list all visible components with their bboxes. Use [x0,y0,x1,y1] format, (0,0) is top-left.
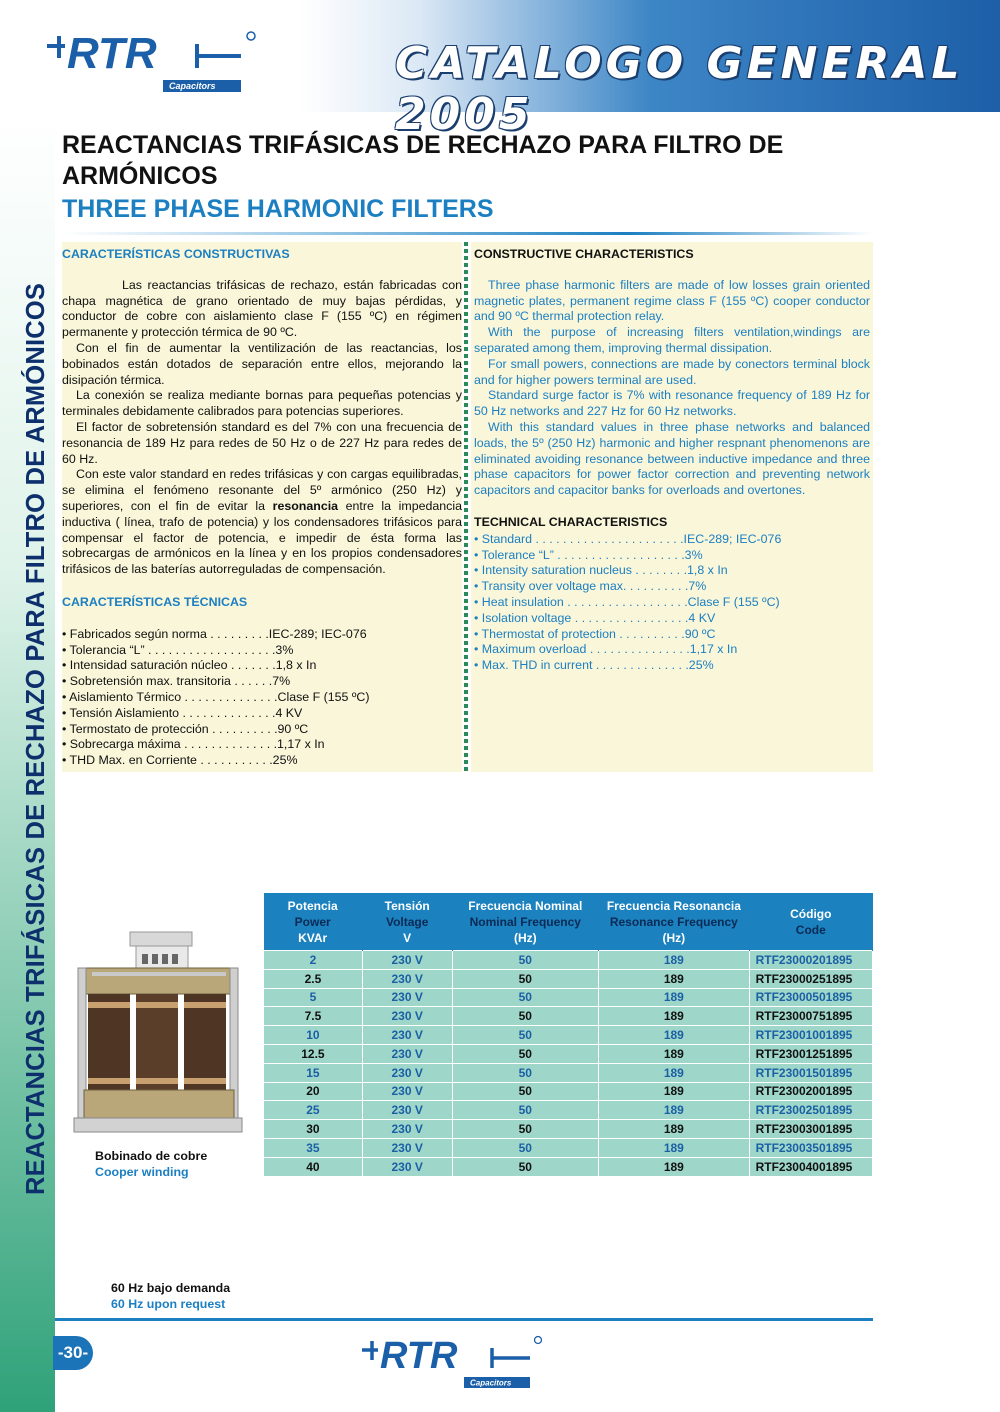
table-row [264,1157,873,1176]
cell-power: 5 [264,988,363,1007]
cell-voltage: 230 V [362,1007,452,1026]
table-row [264,1082,873,1101]
spec-item: • THD Max. en Corriente . . . . . . . . . . .25% [62,753,298,768]
cell-resonance-frequency: 189 [599,1138,750,1157]
paragraph: La conexión se realiza mediante bornas para pequeñas potencias y terminales debidamente calibrados para potencias superiores. [62,388,462,419]
reactor-product-image [72,928,244,1140]
cell-resonance-frequency: 189 [599,988,750,1007]
logo-sub: Capacitors [169,81,216,91]
table-row [264,1120,873,1139]
spec-item: • Tolerancia “L” . . . . . . . . . . . . . . . . . . .3% [62,642,294,657]
cell-resonance-frequency: 189 [599,951,750,970]
cell-power: 35 [264,1138,363,1157]
header-es: Código [790,907,832,921]
cell-nominal-frequency: 50 [452,969,599,988]
cell-power: 25 [264,1101,363,1120]
cell-nominal-frequency: 50 [452,1138,599,1157]
cell-resonance-frequency: 189 [599,1101,750,1120]
column-header [452,893,599,951]
spec-item: • Termostato de protección . . . . . . . . . .90 ºC [62,721,309,736]
constructive-heading-es: CARACTERÍSTICAS CONSTRUCTIVAS [62,247,290,261]
cell-resonance-frequency: 189 [599,1044,750,1063]
paragraph: Three phase harmonic filters are made of low losses grain oriented magnetic plates, permanent regime class F (155 ºC) cooper conductor and 90 ºC thermal protection relay. [474,277,870,324]
cell-resonance-frequency: 189 [599,1120,750,1139]
paragraph: With the purpose of increasing filters ventilation,windings are separated among them, improving thermal dissipation. [474,325,870,355]
column-header [599,893,750,951]
table-row [264,969,873,988]
cell-voltage: 230 V [362,951,452,970]
spec-item: • Aislamiento Térmico . . . . . . . . . . . . . .Clase F (155 ºC) [62,689,370,704]
note-es: 60 Hz bajo demanda [111,1281,231,1295]
cell-code: RTF23004001895 [749,1157,872,1176]
english-column [471,242,873,772]
spec-item: • Fabricados según norma . . . . . . . . .IEC-289; IEC-076 [62,626,367,641]
page-title-en: THREE PHASE HARMONIC FILTERS [62,195,494,223]
image-caption-en: Cooper winding [95,1165,189,1179]
cell-code: RTF23000501895 [749,988,872,1007]
cell-code: RTF23003001895 [749,1120,872,1139]
page-header [0,0,1000,140]
paragraph: Standard surge factor is 7% with resonance frequency of 189 Hz for 50 Hz networks and 227 Hz for 60 Hz networks. [474,388,870,419]
cell-voltage: 230 V [362,988,452,1007]
spec-item: • Heat insulation . . . . . . . . . . . . . . . . . .Clase F (155 ºC) [474,594,780,609]
cell-resonance-frequency: 189 [599,1026,750,1045]
column-header [362,893,452,951]
footer-logo-sub: Capacitors [470,1378,512,1388]
cell-nominal-frequency: 50 [452,1044,599,1063]
paragraph: With this standard values in three phase networks and balanced loads, the 5º (250 Hz) harmonic and higher respnant phenomenons are eliminated avoiding resonance between inductive impedance and three phase capacitors for power factor correction and preventing network capacitors and capacitor banks for overloads and overtones. [474,419,870,498]
technical-heading-es: CARACTERÍSTICAS TÉCNICAS [62,594,248,609]
cell-voltage: 230 V [362,1063,452,1082]
spec-item: • Maximum overload . . . . . . . . . . . . . . .1,17 x In [474,642,738,657]
spec-item: • Intensidad saturación núcleo . . . . . . .1,8 x In [62,658,317,673]
column-header [264,893,363,951]
table-row [264,1007,873,1026]
cell-resonance-frequency: 189 [599,1157,750,1176]
cell-code: RTF23002501895 [749,1101,872,1120]
rtr-footer-logo [360,1328,545,1390]
spec-item: • Transity over voltage max. . . . . . . . . .7% [474,579,707,594]
cell-voltage: 230 V [362,1138,452,1157]
cell-power: 30 [264,1120,363,1139]
cell-power: 12.5 [264,1044,363,1063]
image-caption-es: Bobinado de cobre [95,1149,208,1163]
rtr-logo [45,22,260,94]
header-en: Voltage [385,915,429,929]
spec-item: • Tolerance “L” . . . . . . . . . . . . . . . . . . .3% [474,547,703,562]
cell-resonance-frequency: 189 [599,1082,750,1101]
title-divider [62,232,872,235]
column-header [749,893,872,951]
header-en: Code [795,923,826,937]
footer-logo-text: RTR [380,1335,458,1377]
table-row [264,1138,873,1157]
text-span: Con este valor standard en redes trifásicas y con cargas equilibradas, se elimina el fenómeno resonante del 5º armónico (250 Hz) y superiores, con el fin de evitar la [62,467,462,513]
cell-voltage: 230 V [362,1101,452,1120]
cell-code: RTF23001001895 [749,1026,872,1045]
paragraph: El factor de sobretensión standard es del 7% con una frecuencia de resonancia de 189 Hz para redes de 50 Hz o de 227 Hz para redes de 60 Hz. [62,419,462,466]
header-es: Tensión [384,899,430,913]
spec-item: • Thermostat of protection . . . . . . . . . .90 ºC [474,626,716,641]
spec-item: • Standard . . . . . . . . . . . . . . . . . . . . . .IEC-289; IEC-076 [474,531,782,546]
cell-nominal-frequency: 50 [452,1082,599,1101]
side-title: REACTANCIAS TRIFÁSICAS DE RECHAZO PARA FILTRO DE ARMÓNICOS [22,282,50,1195]
cell-nominal-frequency: 50 [452,951,599,970]
spec-item: • Tensión Aislamiento . . . . . . . . . . . . . .4 KV [62,705,303,720]
cell-power: 15 [264,1063,363,1082]
header-unit: KVAr [298,931,328,945]
cell-nominal-frequency: 50 [452,1101,599,1120]
cell-code: RTF23001501895 [749,1063,872,1082]
cell-resonance-frequency: 189 [599,1063,750,1082]
cell-power: 40 [264,1157,363,1176]
header-es: Potencia [287,899,338,913]
spec-item: • Sobrecarga máxima . . . . . . . . . . . . . .1,17 x In [62,737,325,752]
cell-code: RTF23003501895 [749,1138,872,1157]
spec-item: • Intensity saturation nucleus . . . . . . . .1,8 x In [474,563,728,578]
table-row [264,1063,873,1082]
cell-code: RTF23000751895 [749,1007,872,1026]
spec-item: • Sobretensión max. transitoria . . . . . .7% [62,674,291,689]
cell-power: 2.5 [264,969,363,988]
header-en: Nominal Frequency [469,915,581,929]
table-row [264,988,873,1007]
cell-nominal-frequency: 50 [452,1157,599,1176]
cell-code: RTF23000201895 [749,951,872,970]
cell-nominal-frequency: 50 [452,1026,599,1045]
page-title-es: REACTANCIAS TRIFÁSICAS DE RECHAZO PARA FILTRO DE ARMÓNICOS [62,131,784,190]
cell-voltage: 230 V [362,1044,452,1063]
cell-nominal-frequency: 50 [452,1007,599,1026]
table-header-row [264,893,873,951]
header-unit: (Hz) [513,931,537,945]
header-es: Frecuencia Nominal [468,899,583,913]
spec-list-en [474,532,870,674]
header-unit: V [403,931,412,945]
product-table [263,893,873,1177]
cell-power: 10 [264,1026,363,1045]
cell-code: RTF23001251895 [749,1044,872,1063]
column-divider [464,242,468,772]
bold-term: resonancia [272,498,339,513]
footer-divider [55,1318,873,1321]
cell-voltage: 230 V [362,969,452,988]
table-row [264,1101,873,1120]
cell-resonance-frequency: 189 [599,969,750,988]
cell-voltage: 230 V [362,1082,452,1101]
spec-list-es [62,627,462,769]
header-en: Power [294,915,331,929]
header-es: Frecuencia Resonancia [606,899,741,913]
cell-code: RTF23000251895 [749,969,872,988]
spec-item: • Max. THD in current . . . . . . . . . . . . . .25% [474,658,714,673]
constructive-heading-en: CONSTRUCTIVE CHARACTERISTICS [474,247,694,261]
cell-voltage: 230 V [362,1157,452,1176]
logo-text: RTR [67,29,157,78]
spanish-column [62,242,462,772]
spec-item: • Isolation voltage . . . . . . . . . . . . . . . . .4 KV [474,610,716,625]
cell-power: 20 [264,1082,363,1101]
cell-power: 7.5 [264,1007,363,1026]
cell-nominal-frequency: 50 [452,1063,599,1082]
paragraph: Las reactancias trifásicas de rechazo, están fabricadas con chapa magnética de grano orientado de muy bajas pérdidas, y conductor de cobre con aislamiento clase F (155 ºC) en régimen permanente y protección térmica de 90 ºC. [62,277,462,340]
table-row [264,1026,873,1045]
paragraph: Con el fin de aumentar la ventilización de las reactancias, los bobinados están dotados de separación entre ellos, mejorando la disipación térmica. [62,340,462,387]
cell-voltage: 230 V [362,1026,452,1045]
technical-heading-en: TECHNICAL CHARACTERISTICS [474,514,668,529]
cell-nominal-frequency: 50 [452,988,599,1007]
page-number: -30- [53,1336,93,1370]
cell-resonance-frequency: 189 [599,1007,750,1026]
header-unit: (Hz) [662,931,686,945]
cell-code: RTF23002001895 [749,1082,872,1101]
paragraph: For small powers, connections are made by conectors terminal block and for higher powers terminal are used. [474,356,870,387]
table-row [264,1044,873,1063]
note-en: 60 Hz upon request [111,1297,226,1311]
table-row [264,951,873,970]
paragraph [62,467,462,578]
text-span: entre la impedancia inductiva ( línea, trafo de potencia) y los condensadores trifásicos para compensar el factor de potencia, e impedir de ésta forma las sobrecargas de armónicos en la línea y en los propios condensadores trifásicos de las baterías autorreguladas de compensación. [62,498,462,577]
cell-power: 2 [264,951,363,970]
catalog-title: CATALOGO GENERAL 2005 [395,38,964,140]
header-en: Resonance Frequency [609,915,738,929]
cell-voltage: 230 V [362,1120,452,1139]
cell-nominal-frequency: 50 [452,1120,599,1139]
